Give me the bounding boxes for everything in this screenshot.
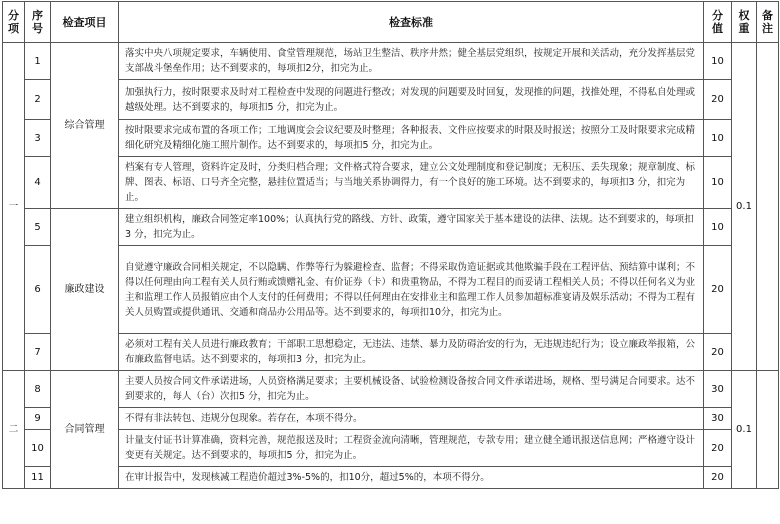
table-row (3, 120, 779, 157)
row-score: 30 (704, 408, 732, 430)
row-standard: 按时限要求完成布置的各项工作；工地调度会会议纪要及时整理；各种报表、文件应按要求的时限及时报送；按照分工及时限要求完成精细化研究及精细化施工照片制作。达不到要求的，每项扣5 分，扣完为止。 (119, 120, 704, 157)
header-seq: 序号 (25, 2, 51, 43)
row-score: 10 (704, 209, 732, 246)
header-score: 分值 (704, 2, 732, 43)
row-seq: 4 (25, 157, 51, 209)
row-standard: 建立组织机构，廉政合同签定率100%；认真执行党的路线、方针、政策，遵守国家关于基本建设的法律、法规。达不到要求的，每项扣3 分，扣完为止。 (119, 209, 704, 246)
group-remark (757, 43, 779, 371)
header-weight: 权重 (732, 2, 757, 43)
row-standard: 不得有非法转包、违规分包现象。若存在，本项不得分。 (119, 408, 704, 430)
row-seq: 7 (25, 334, 51, 371)
group-label: 一 (3, 43, 25, 371)
inspection-table (2, 1, 779, 489)
table-row (3, 371, 779, 408)
row-seq: 2 (25, 80, 51, 120)
row-seq: 9 (25, 408, 51, 430)
table-row (3, 209, 779, 246)
table-row (3, 408, 779, 430)
row-seq: 8 (25, 371, 51, 408)
table-row (3, 430, 779, 467)
row-seq: 3 (25, 120, 51, 157)
header-item: 检查项目 (51, 2, 119, 43)
row-score: 20 (704, 80, 732, 120)
group-remark (757, 371, 779, 489)
header-standard: 检查标准 (119, 2, 704, 43)
table-row (3, 467, 779, 489)
row-score: 10 (704, 157, 732, 209)
table-header-row (3, 2, 779, 43)
table-row (3, 334, 779, 371)
row-standard: 档案有专人管理，资料许定及时，分类归档合理；文件格式符合要求，建立公文处理制度和登记制度；无积压、丢失现象；规章制度、标牌、图表、标语、口号齐全完整，悬挂位置适当；与当地关系协调得力，有一个良好的施工环境。达不到要求的，每项扣3 分，扣完为止。 (119, 157, 704, 209)
group-weight: 0.1 (732, 371, 757, 489)
group-label: 二 (3, 371, 25, 489)
group-weight: 0.1 (732, 43, 757, 371)
table-row (3, 43, 779, 80)
row-score: 20 (704, 467, 732, 489)
row-standard: 自觉遵守廉政合同相关规定，不以隐瞒、作弊等行为躲避检查、监督；不得采取伪造证据或其他欺骗手段在工程评估、预结算中谋利；不得以任何理由向工程有关人员行贿或馈赠礼金、有价证券（卡）和贵重物品，不得为工程目的而妥请工程相关人员；不得以任何名义为业主和监理工作人员报销应由个人支付的任何费用；不得以任何理由在安排业主和监理工作人员参加超标准宴请及娱乐活动；不得为工程有关人员购置或提供通讯、交通和商品办公用品等。达不到要求的，每项扣10分，扣完为止。 (119, 246, 704, 334)
row-score: 10 (704, 120, 732, 157)
table-row (3, 246, 779, 334)
row-standard: 加强执行力，按时限要求及时对工程检查中发现的问题进行整改；对发现的问题要及时回复，发现推的问题，找推处理，不得私自处理或越级处理。达不到要求的，每项扣5 分，扣完为止。 (119, 80, 704, 120)
row-seq: 1 (25, 43, 51, 80)
row-standard: 必须对工程有关人员进行廉政教育；干部职工思想稳定，无违法、违禁、暴力及防碍治安的行为，无违规违纪行为；设立廉政举报箱，公布廉政监督电话。达不到要求的，每项扣3 分，扣完为止。 (119, 334, 704, 371)
row-seq: 6 (25, 246, 51, 334)
row-seq: 10 (25, 430, 51, 467)
header-remark: 备注 (757, 2, 779, 43)
row-score: 20 (704, 430, 732, 467)
item-label: 综合管理 (51, 43, 119, 209)
row-score: 10 (704, 43, 732, 80)
row-score: 20 (704, 246, 732, 334)
row-standard: 在审计报告中，发现核减工程造价超过3%-5%的，扣10分，超过5%的，本项不得分。 (119, 467, 704, 489)
header-category: 分项 (3, 2, 25, 43)
table-row (3, 80, 779, 120)
item-label: 廉政建设 (51, 209, 119, 371)
row-standard: 计量支付证书计算准确，资料完善，规范报送及时；工程资金流向清晰，管理规范，专款专用；建立健全通讯报送信息网；严格遵守设计变更有关规定。达不到要求的，每项扣5 分，扣完为止。 (119, 430, 704, 467)
row-seq: 5 (25, 209, 51, 246)
row-score: 30 (704, 371, 732, 408)
row-score: 20 (704, 334, 732, 371)
row-seq: 11 (25, 467, 51, 489)
item-label: 合同管理 (51, 371, 119, 489)
table-row (3, 157, 779, 209)
row-standard: 落实中央八项规定要求，车辆使用、食堂管理规范，场站卫生整洁、秩序井然；健全基层党组织，按规定开展和关活动，充分发挥基层党支部战斗堡垒作用；达不到要求的，每项扣2分，扣完为止。 (119, 43, 704, 80)
row-standard: 主要人员按合同文件承诺进场，人员资格满足要求；主要机械设备、试验检测设备按合同文件承诺进场，规格、型号满足合同要求。达不到要求的，每人（台）次扣5 分，扣完为止。 (119, 371, 704, 408)
